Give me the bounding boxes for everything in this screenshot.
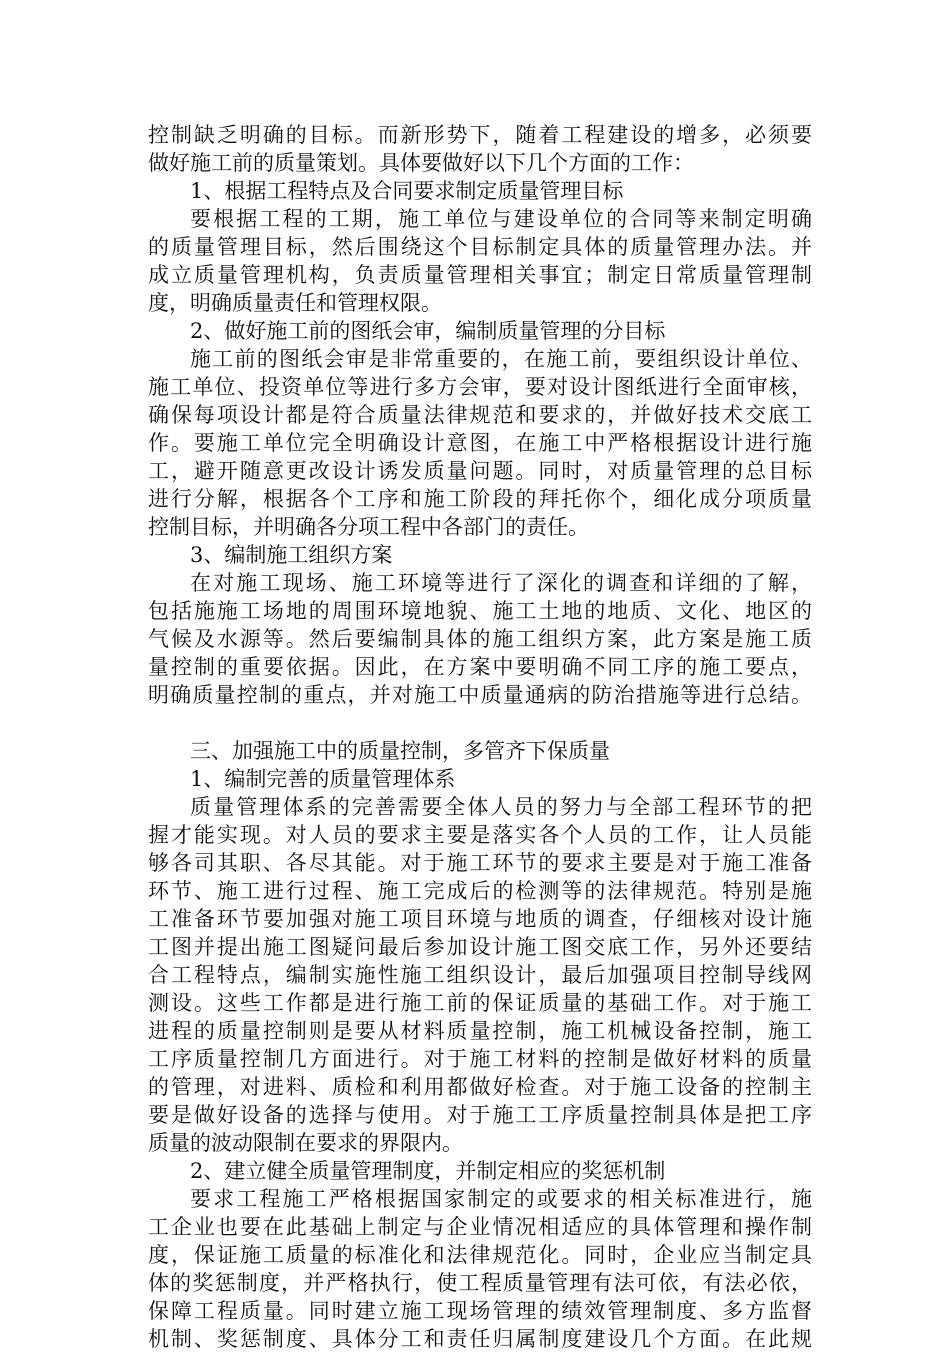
text-line: 测设。这些工作都是进行施工前的保证质量的基础工作。对于施工 xyxy=(148,991,812,1015)
text-line: 1、根据工程特点及合同要求制定质量管理目标 xyxy=(190,179,624,203)
text-line: 质量的波动限制在要求的界限内。 xyxy=(148,1131,463,1155)
text-line: 施工单位、投资单位等进行多方会审，要对设计图纸进行全面审核， xyxy=(148,375,812,399)
text-line: 3、编制施工组织方案 xyxy=(190,543,393,567)
text-line: 体的奖惩制度，并严格执行，使工程质量管理有法可依，有法必依， xyxy=(148,1271,812,1295)
text-line: 明确质量控制的重点，并对施工中质量通病的防治措施等进行总结。 xyxy=(148,683,812,707)
text-line: 2、建立健全质量管理制度，并制定相应的奖惩机制 xyxy=(190,1159,666,1183)
text-line: 度，保证施工质量的标准化和法律规范化。同时，企业应当制定具 xyxy=(148,1243,812,1267)
text-line: 握才能实现。对人员的要求主要是落实各个人员的工作，让人员能 xyxy=(148,823,812,847)
text-line: 环节、施工进行过程、施工完成后的检测等的法律规范。特别是施 xyxy=(148,879,812,903)
text-line: 够各司其职、各尽其能。对于施工环节的要求主要是对于施工准备 xyxy=(148,851,812,875)
text-line: 做好施工前的质量策划。具体要做好以下几个方面的工作： xyxy=(148,151,694,175)
text-line: 控制缺乏明确的目标。而新形势下，随着工程建设的增多，必须要 xyxy=(148,123,812,147)
text-line: 要求工程施工严格根据国家制定的或要求的相关标准进行，施 xyxy=(190,1187,812,1211)
text-line: 合工程特点，编制实施性施工组织设计，最后加强项目控制导线网 xyxy=(148,963,812,987)
blank-line xyxy=(148,709,812,737)
text-line: 量控制的重要依据。因此，在方案中要明确不同工序的施工要点， xyxy=(148,655,812,679)
text-line: 工准备环节要加强对施工项目环境与地质的调查，仔细核对设计施 xyxy=(148,907,812,931)
text-line: 成立质量管理机构，负责质量管理相关事宜；制定日常质量管理制 xyxy=(148,263,812,287)
text-line: 的质量管理目标，然后围绕这个目标制定具体的质量管理办法。并 xyxy=(148,235,812,259)
text-line: 进行分解，根据各个工序和施工阶段的拜托你个，细化成分项质量 xyxy=(148,487,812,511)
text-line: 的管理，对进料、质检和利用都做好检查。对于施工设备的控制主 xyxy=(148,1075,812,1099)
text-line: 控制目标，并明确各分项工程中各部门的责任。 xyxy=(148,515,589,539)
text-line: 工企业也要在此基础上制定与企业情况相适应的具体管理和操作制 xyxy=(148,1215,812,1239)
text-line: 质量管理体系的完善需要全体人员的努力与全部工程环节的把 xyxy=(190,795,812,819)
text-line: 进程的质量控制则是要从材料质量控制，施工机械设备控制，施工 xyxy=(148,1019,812,1043)
text-line: 工，避开随意更改设计诱发质量问题。同时，对质量管理的总目标 xyxy=(148,459,812,483)
text-line: 三、加强施工中的质量控制，多管齐下保质量 xyxy=(190,739,610,763)
text-line: 2、做好施工前的图纸会审，编制质量管理的分目标 xyxy=(190,319,666,343)
text-line: 工图并提出施工图疑问最后参加设计施工图交底工作，另外还要结 xyxy=(148,935,812,959)
text-line: 工序质量控制几方面进行。对于施工材料的控制是做好材料的质量 xyxy=(148,1047,812,1071)
text-line: 保障工程质量。同时建立施工现场管理的绩效管理制度、多方监督 xyxy=(148,1299,812,1323)
text-line: 气候及水源等。然后要编制具体的施工组织方案，此方案是施工质 xyxy=(148,627,812,651)
text-line: 包括施施工场地的周围环境地貌、施工土地的地质、文化、地区的 xyxy=(148,599,812,623)
text-line: 要是做好设备的选择与使用。对于施工工序质量控制具体是把工序 xyxy=(148,1103,812,1127)
text-line: 1、编制完善的质量管理体系 xyxy=(190,767,456,791)
text-line: 作。要施工单位完全明确设计意图，在施工中严格根据设计进行施 xyxy=(148,431,812,455)
text-line: 机制、奖惩制度、具体分工和责任归属制度建设几个方面。在此规 xyxy=(148,1327,812,1351)
text-line: 确保每项设计都是符合质量法律规范和要求的，并做好技术交底工 xyxy=(148,403,812,427)
text-line: 施工前的图纸会审是非常重要的，在施工前，要组织设计单位、 xyxy=(190,347,812,371)
body-text xyxy=(148,121,812,1353)
text-line: 要根据工程的工期，施工单位与建设单位的合同等来制定明确 xyxy=(190,207,812,231)
text-line: 度，明确质量责任和管理权限。 xyxy=(148,291,442,315)
text-line: 在对施工现场、施工环境等进行了深化的调查和详细的了解， xyxy=(190,571,812,595)
